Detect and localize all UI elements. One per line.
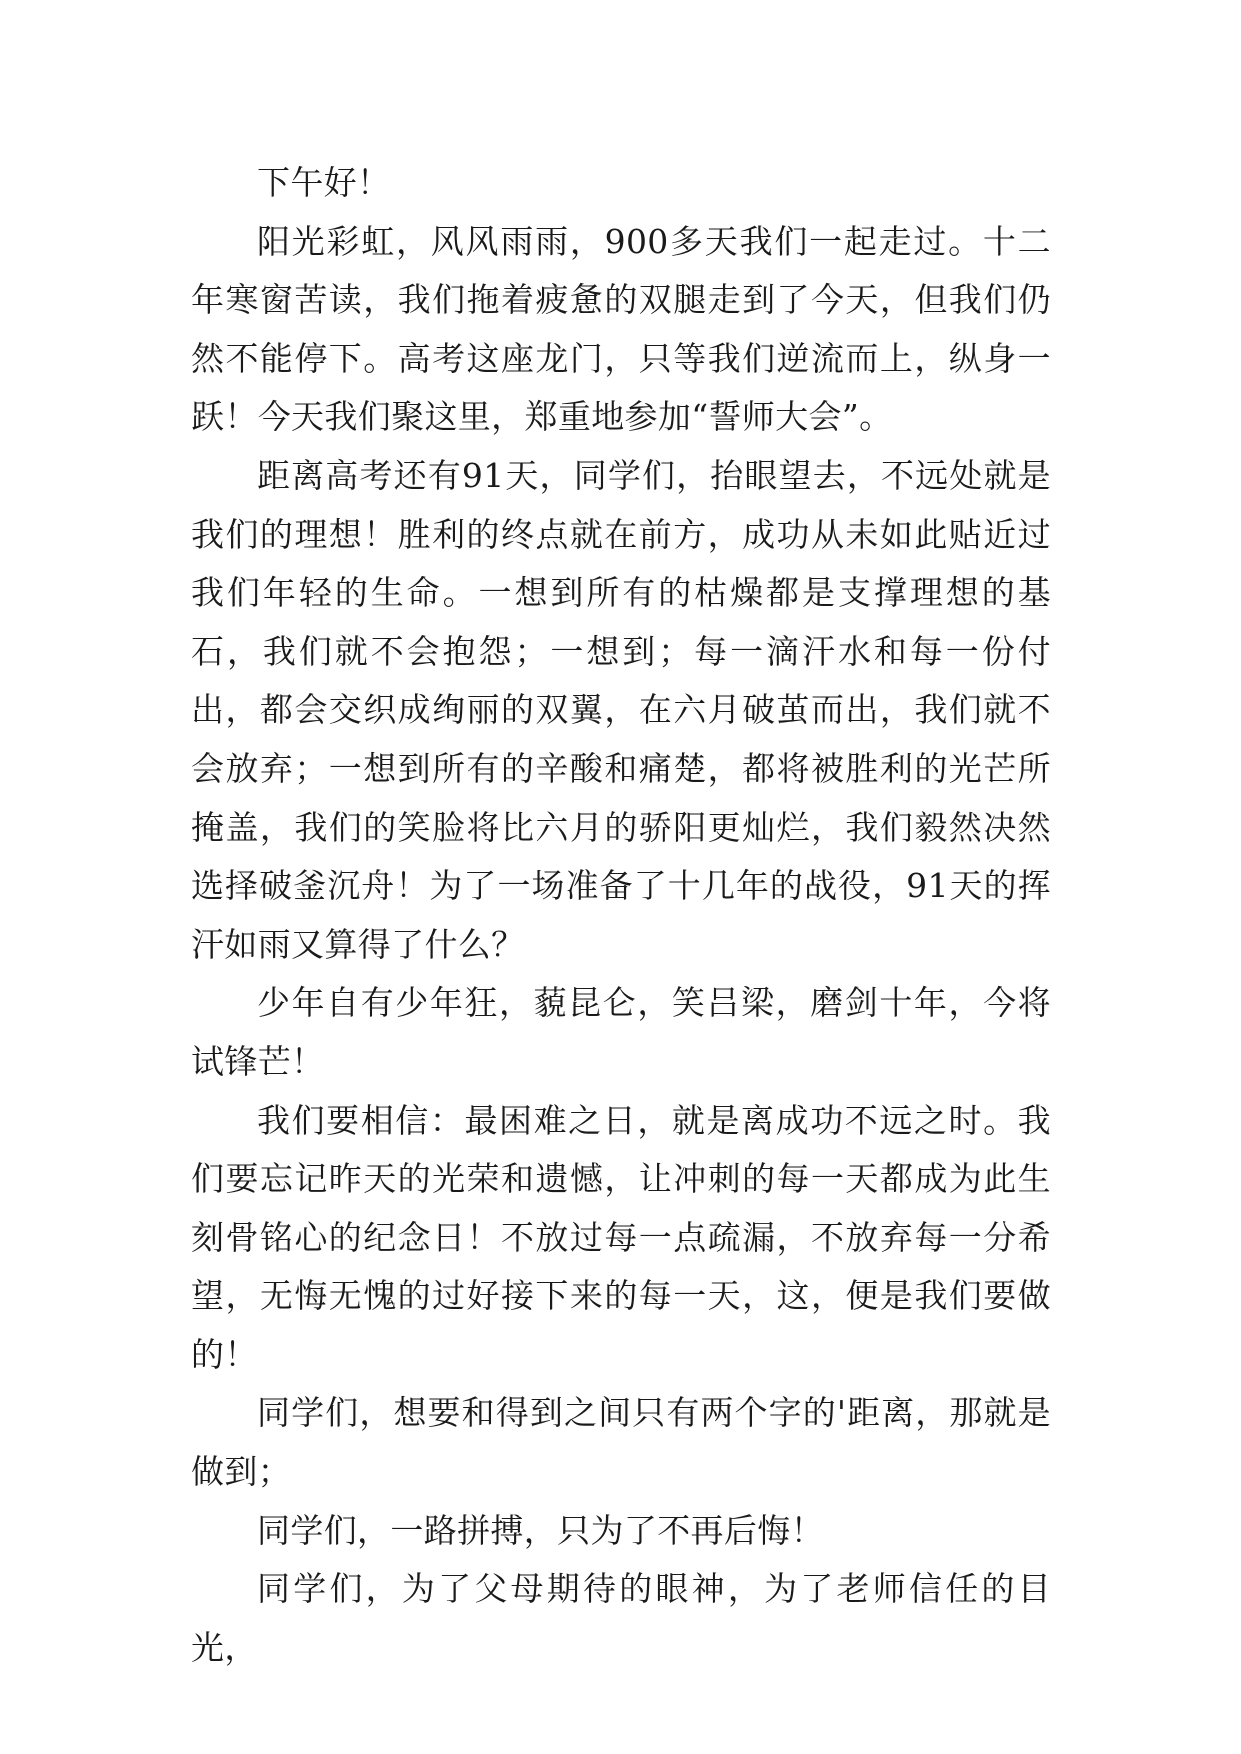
- paragraph-youth: 少年自有少年狂，藐昆仑，笑吕梁，磨剑十年，今将试锋芒！: [191, 983, 1051, 1081]
- paragraph-countdown: 距离高考还有91天，同学们，抬眼望去，不远处就是我们的理想！胜利的终点就在前方，成功从未如此贴近过我们年轻的生命。一想到所有的枯燥都是支撑理想的基石，我们就不会抱怨；一想到；每一滴汗水和每一份付出，都会交织成绚丽的双翼，在六月破茧而出，我们就不会放弃；一想到所有的辛酸和痛楚，都将被胜利的光芒所掩盖，我们的笑脸将比六月的骄阳更灿烂，我们毅然决然选择破釜沉舟！为了一场准备了十几年的战役，91天的挥汗如雨又算得了什么？: [191, 455, 1051, 964]
- document-body: [191, 154, 1051, 1677]
- paragraph-distance: 同学们，想要和得到之间只有两个字的'距离，那就是做到；: [191, 1393, 1051, 1492]
- paragraph-journey: 阳光彩虹，风风雨雨，900多天我们一起走过。十二年寒窗苦读，我们拖着疲惫的双腿走到了今天，但我们仍然不能停下。高考这座龙门，只等我们逆流而上，纵身一跃！今天我们聚这里，郑重地参加“誓师大会”。: [191, 221, 1051, 437]
- paragraph-believe: 我们要相信：最困难之日，就是离成功不远之时。我们要忘记昨天的光荣和遗憾，让冲刺的每一天都成为此生刻骨铭心的纪念日！不放过每一点疏漏，不放弃每一分希望，无悔无愧的过好接下来的每一天，这，便是我们要做的！: [191, 1100, 1051, 1374]
- paragraph-greeting: 下午好！: [257, 163, 391, 202]
- paragraph-no-regret: 同学们，一路拼搏，只为了不再后悔！: [257, 1510, 824, 1550]
- paragraph-parents: 同学们，为了父母期待的眼神，为了老师信任的目光，: [191, 1569, 1051, 1667]
